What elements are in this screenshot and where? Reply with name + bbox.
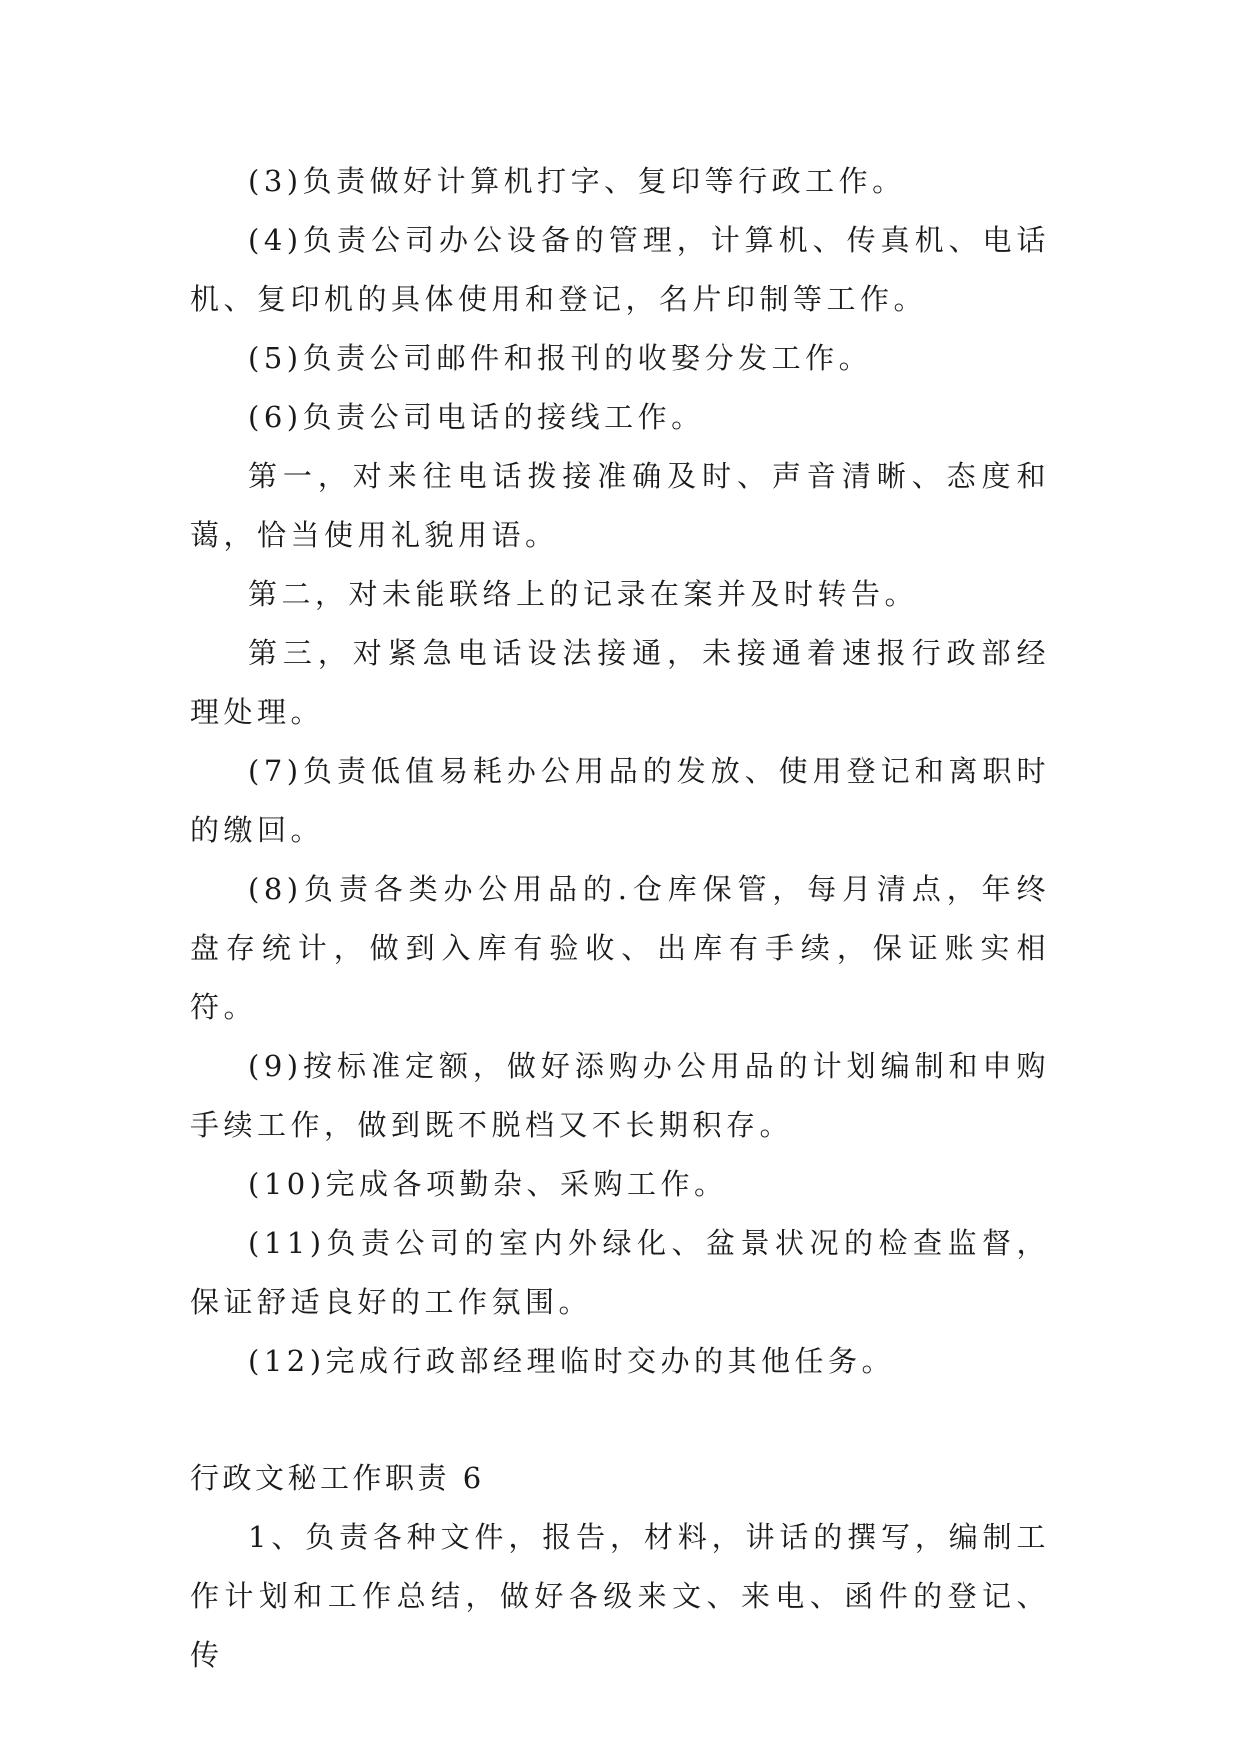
paragraph-item-5: (5)负责公司邮件和报刊的收娶分发工作。 (248, 341, 873, 375)
paragraph-item-9: (9)按标准定额，做好添购办公用品的计划编制和申购手续工作，做到既不脱档又不长期积存。 (190, 1049, 1050, 1142)
section-paragraph-1: 1、负责各种文件，报告，材料，讲话的撰写，编制工作计划和工作总结，做好各级来文、来电、函件的登记、传 (190, 1520, 1050, 1672)
paragraph-phone-third: 第三，对紧急电话设法接通，未接通着速报行政部经理处理。 (190, 636, 1050, 729)
paragraph-item-11: (11)负责公司的室内外绿化、盆景状况的检查监督，保证舒适良好的工作氛围。 (190, 1226, 1050, 1319)
paragraph-phone-second: 第二，对未能联络上的记录在案并及时转告。 (248, 577, 919, 611)
document-body (190, 152, 1050, 1685)
paragraph-phone-first: 第一，对来往电话拨接准确及时、声音清晰、态度和蔼，恰当使用礼貌用语。 (190, 459, 1050, 552)
paragraph-item-4: (4)负责公司办公设备的管理，计算机、传真机、电话机、复印机的具体使用和登记，名片印制等工作。 (190, 223, 1050, 316)
paragraph-item-3: (3)负责做好计算机打字、复印等行政工作。 (248, 164, 906, 198)
paragraph-item-12: (12)完成行政部经理临时交办的其他任务。 (248, 1344, 896, 1378)
section-heading: 行政文秘工作职责 6 (190, 1461, 485, 1495)
paragraph-item-7: (7)负责低值易耗办公用品的发放、使用登记和离职时的缴回。 (190, 754, 1050, 847)
paragraph-item-10: (10)完成各项勤杂、采购工作。 (248, 1167, 728, 1201)
paragraph-item-8: (8)负责各类办公用品的.仓库保管，每月清点，年终盘存统计，做到入库有验收、出库有手续，保证账实相符。 (190, 872, 1050, 1024)
paragraph-item-6: (6)负责公司电话的接线工作。 (248, 400, 705, 434)
